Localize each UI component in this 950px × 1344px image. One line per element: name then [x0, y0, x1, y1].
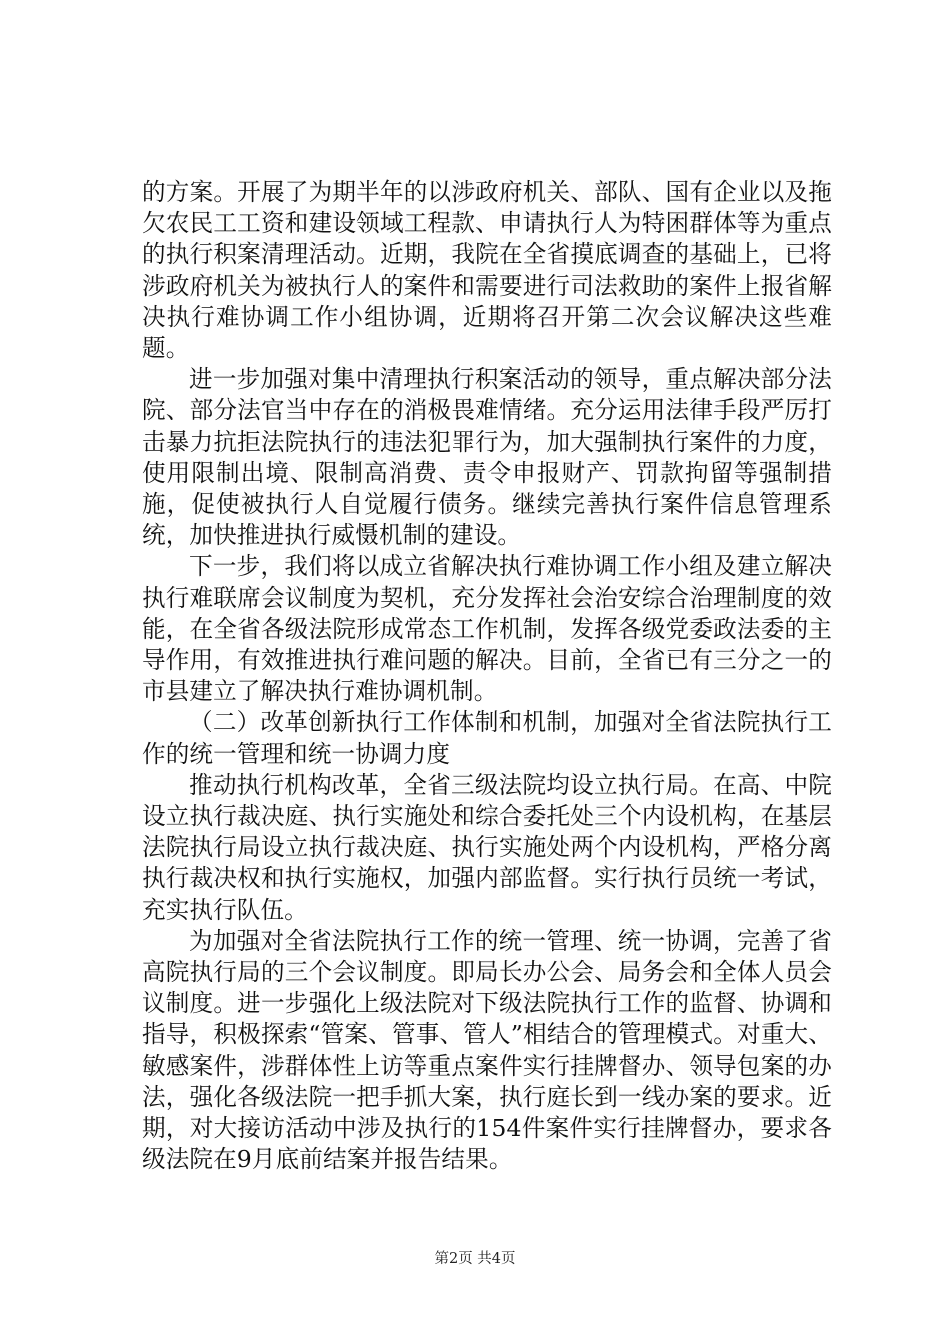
- paragraph-agency-reform: 推动执行机构改革，全省三级法院均设立执行局。在高、中院设立执行裁决庭、执行实施处和综合委托处三个内设机构，在基层法院执行局设立执行裁决庭、执行实施处两个内设机构，严格分离执行裁决权和执行实施权，加强内部监督。实行执行员统一考试，充实执行队伍。: [142, 770, 832, 924]
- section-heading-reform: （二）改革创新执行工作体制和机制，加强对全省法院执行工作的统一管理和统一协调力度: [142, 708, 832, 768]
- paragraph-continuation: 的方案。开展了为期半年的以涉政府机关、部队、国有企业以及拖欠农民工工资和建设领域工程款、申请执行人为特困群体等为重点的执行积案清理活动。近期，我院在全省摸底调查的基础上，已将涉政府机关为被执行人的案件和需要进行司法救助的案件上报省解决执行难协调工作小组协调，近期将召开第二次会议解决这些难题。: [142, 178, 832, 363]
- paragraph-enforcement-campaign: 进一步加强对集中清理执行积案活动的领导，重点解决部分法院、部分法官当中存在的消极畏难情绪。充分运用法律手段严厉打击暴力抗拒法院执行的违法犯罪行为，加大强制执行案件的力度，使用限制出境、限制高消费、责令申报财产、罚款拘留等强制措施，促使被执行人自觉履行债务。继续完善执行案件信息管理系统，加快推进执行威慑机制的建设。: [142, 365, 832, 550]
- paragraph-unified-management: 为加强对全省法院执行工作的统一管理、统一协调，完善了省高院执行局的三个会议制度。即局长办公会、局务会和全体人员会议制度。进一步强化上级法院对下级法院执行工作的监督、协调和指导，积极探索“管案、管事、管人”相结合的管理模式。对重大、敏感案件，涉群体性上访等重点案件实行挂牌督办、领导包案的办法，强化各级法院一把手抓大案，执行庭长到一线办案的要求。近期，对大接访活动中涉及执行的154件案件实行挂牌督办，要求各级法院在9月底前结案并报告结果。: [142, 926, 832, 1174]
- paragraph-next-steps: 下一步，我们将以成立省解决执行难协调工作小组及建立解决执行难联席会议制度为契机，充分发挥社会治安综合治理制度的效能，在全省各级法院形成常态工作机制，发挥各级党委政法委的主导作用，有效推进执行难问题的解决。目前，全省已有三分之一的市县建立了解决执行难协调机制。: [142, 552, 832, 706]
- page-number-footer: 第2页 共4页: [434, 1251, 516, 1267]
- document-body: [142, 177, 832, 1176]
